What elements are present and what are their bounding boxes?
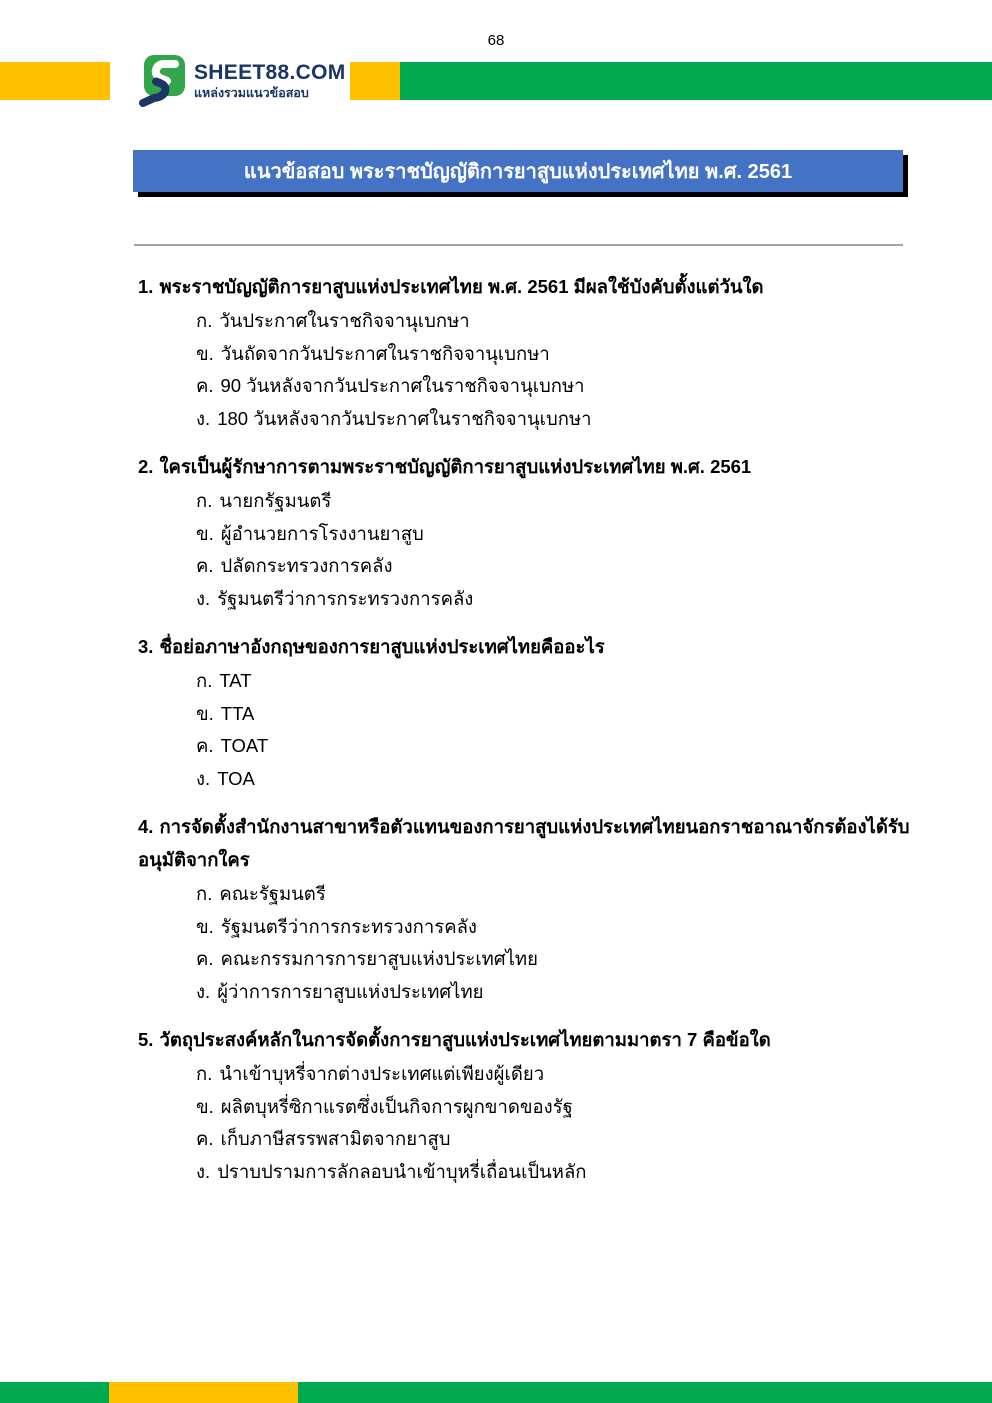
question-number: 4.	[138, 816, 154, 837]
choice-list	[196, 665, 918, 795]
choice-item	[196, 403, 918, 436]
logo-brand-text: SHEET88.COM	[194, 61, 346, 84]
choice-text: วันประกาศในราชกิจจานุเบกษา	[219, 310, 470, 331]
title-banner	[133, 150, 903, 192]
choice-label: ก.	[196, 883, 213, 904]
choice-item	[196, 518, 918, 551]
question-item-4	[138, 810, 918, 1008]
choice-item	[196, 878, 918, 911]
choice-label: ค.	[196, 948, 214, 969]
choice-text: เก็บภาษีสรรพสามิตจากยาสูบ	[220, 1128, 451, 1149]
choice-item	[196, 1123, 918, 1156]
choice-item	[196, 943, 918, 976]
choice-text: TOAT	[220, 735, 269, 756]
question-heading	[138, 810, 918, 876]
choice-label: ข.	[196, 1095, 214, 1117]
question-number: 1.	[138, 276, 154, 297]
choice-label: ค.	[196, 555, 214, 576]
question-number: 2.	[138, 456, 154, 477]
choice-label: ค.	[196, 1128, 214, 1149]
choice-item	[196, 698, 918, 731]
choice-item	[196, 911, 918, 944]
questions-section	[138, 270, 918, 1203]
choice-item	[196, 338, 918, 371]
sheet88-logo	[137, 54, 350, 108]
choice-text: คณะกรรมการการยาสูบแห่งประเทศไทย	[220, 948, 538, 969]
choice-list	[196, 878, 918, 1008]
choice-label: ก.	[196, 490, 213, 511]
choice-label: ก.	[196, 1063, 213, 1084]
choice-item	[196, 583, 918, 616]
choice-item	[196, 730, 918, 763]
choice-item	[196, 976, 918, 1009]
choice-label: ง.	[196, 407, 211, 429]
choice-text: นำเข้าบุหรี่จากต่างประเทศแต่เพียงผู้เดียว	[219, 1063, 545, 1084]
question-number: 5.	[138, 1029, 154, 1050]
choice-label: ก.	[196, 310, 213, 331]
choice-item	[196, 485, 918, 518]
question-text: พระราชบัญญัติการยาสูบแห่งประเทศไทย พ.ศ. 2561 มีผลใช้บังคับตั้งแต่วันใด	[159, 276, 764, 297]
choice-label: ค.	[196, 375, 214, 396]
choice-list	[196, 305, 918, 435]
choice-text: รัฐมนตรีว่าการกระทรวงการคลัง	[217, 587, 474, 609]
choice-text: วันถัดจากวันประกาศในราชกิจจานุเบกษา	[220, 342, 550, 364]
footer-green-bar-left	[0, 1382, 109, 1403]
choice-text: 180 วันหลังจากวันประกาศในราชกิจจานุเบกษา	[217, 407, 592, 429]
footer-yellow-bar	[109, 1382, 298, 1403]
choice-text: TTA	[220, 702, 255, 724]
choice-label: ง.	[196, 980, 211, 1002]
question-text: ชื่อย่อภาษาอังกฤษของการยาสูบแห่งประเทศไทยคืออะไร	[159, 636, 605, 657]
choice-label: ข.	[196, 522, 214, 544]
choice-item	[196, 1091, 918, 1124]
choice-text: ปราบปรามการลักลอบนำเข้าบุหรี่เถื่อนเป็นหลัก	[217, 1160, 587, 1182]
choice-text: คณะรัฐมนตรี	[219, 883, 326, 904]
choice-text: ผู้ว่าการการยาสูบแห่งประเทศไทย	[217, 980, 484, 1002]
question-number: 3.	[138, 636, 154, 657]
question-item-5	[138, 1023, 918, 1188]
choice-text: ผลิตบุหรี่ซิกาแรตซึ่งเป็นกิจการผูกขาดของรัฐ	[220, 1095, 573, 1117]
exam-title: แนวข้อสอบ พระราชบัญญัติการยาสูบแห่งประเทศไทย พ.ศ. 2561	[243, 161, 793, 183]
choice-label: ง.	[196, 767, 211, 789]
choice-item	[196, 1058, 918, 1091]
choice-text: ปลัดกระทรวงการคลัง	[220, 555, 393, 576]
divider-line	[134, 244, 903, 246]
choice-text: ผู้อำนวยการโรงงานยาสูบ	[220, 522, 424, 544]
question-heading	[138, 270, 918, 303]
question-text: ใครเป็นผู้รักษาการตามพระราชบัญญัติการยาสูบแห่งประเทศไทย พ.ศ. 2561	[159, 456, 752, 477]
question-heading	[138, 630, 918, 663]
choice-item	[196, 763, 918, 796]
footer-green-bar-right	[298, 1382, 992, 1403]
choice-item	[196, 1156, 918, 1189]
logo-tagline-text: แหล่งรวมแนวข้อสอบ	[194, 86, 309, 100]
question-heading	[138, 450, 918, 483]
choice-text: 90 วันหลังจากวันประกาศในราชกิจจานุเบกษา	[220, 375, 585, 396]
choice-text: TAT	[219, 670, 252, 691]
choice-label: ข.	[196, 915, 214, 937]
choice-item	[196, 550, 918, 583]
s-monogram-icon	[137, 54, 185, 108]
header-green-bar	[400, 62, 992, 100]
choice-list	[196, 485, 918, 615]
question-item-2	[138, 450, 918, 615]
choice-label: ง.	[196, 1160, 211, 1182]
choice-item	[196, 665, 918, 698]
choice-list	[196, 1058, 918, 1188]
question-text: การจัดตั้งสำนักงานสาขาหรือตัวแทนของการยาสูบแห่งประเทศไทยนอกราชอาณาจักรต้องได้รับอนุมัติจากใคร	[138, 816, 910, 870]
question-heading	[138, 1023, 918, 1056]
choice-label: ข.	[196, 342, 214, 364]
choice-text: TOA	[217, 767, 255, 789]
question-text: วัตถุประสงค์หลักในการจัดตั้งการยาสูบแห่งประเทศไทยตามมาตรา 7 คือข้อใด	[159, 1029, 771, 1050]
question-item-1	[138, 270, 918, 435]
choice-label: ข.	[196, 702, 214, 724]
choice-label: ก.	[196, 670, 213, 691]
choice-item	[196, 370, 918, 403]
header-yellow-bar-left	[0, 62, 110, 100]
logo-text	[194, 61, 346, 101]
choice-item	[196, 305, 918, 338]
choice-text: นายกรัฐมนตรี	[219, 490, 332, 511]
page-number: 68	[487, 32, 505, 49]
choice-label: ง.	[196, 587, 211, 609]
question-item-3	[138, 630, 918, 795]
choice-label: ค.	[196, 735, 214, 756]
choice-text: รัฐมนตรีว่าการกระทรวงการคลัง	[220, 915, 477, 937]
